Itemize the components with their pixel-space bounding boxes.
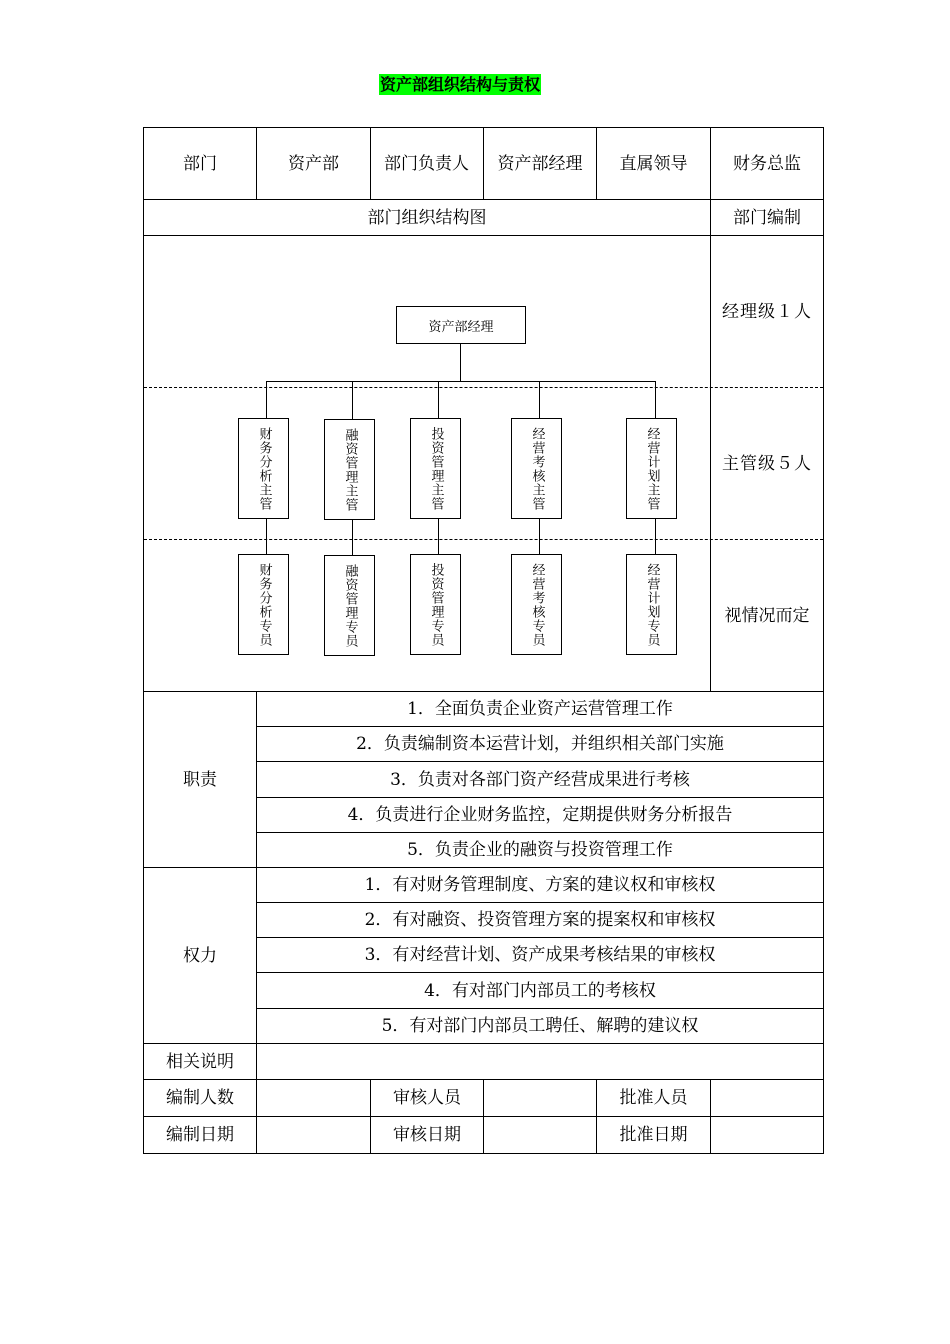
- prepared-date-label: 编制日期: [166, 1125, 234, 1145]
- org-node-manager: 资产部经理: [396, 306, 526, 344]
- org-node-supervisor: 融资管理主管: [324, 419, 375, 520]
- org-node-specialist: 经营计划专员: [626, 554, 677, 655]
- duty-item: 4．负责进行企业财务监控，定期提供财务分析报告: [347, 805, 733, 825]
- staffing-supervisor: 主管级５人: [722, 453, 812, 474]
- duty-item: 3．负责对各部门资产经营成果进行考核: [390, 769, 690, 790]
- review-date-label: 审核日期: [393, 1125, 461, 1145]
- notes-value: [257, 1044, 823, 1079]
- approver-value: [711, 1080, 823, 1116]
- org-node-specialist: 经营考核专员: [511, 554, 562, 655]
- reviewer-value: [484, 1080, 596, 1116]
- direct-leader-label: 直属领导: [619, 153, 688, 174]
- org-node-specialist: 投资管理专员: [410, 554, 461, 655]
- dept-head-value: 资产部经理: [497, 153, 583, 174]
- dept-label: 部门: [183, 153, 217, 174]
- dept-head-label: 部门负责人: [384, 153, 469, 174]
- staffing-specialist: 视情况而定: [724, 605, 810, 626]
- org-node-supervisor: 经营考核主管: [511, 418, 562, 519]
- org-node-specialist: 财务分析专员: [238, 554, 289, 655]
- headcount-label: 编制人数: [166, 1088, 234, 1108]
- org-node-supervisor: 经营计划主管: [626, 418, 677, 519]
- duty-item: 1．全面负责企业资产运营管理工作: [407, 699, 673, 719]
- document-title: 资产部组织结构与责权: [380, 75, 541, 94]
- dept-value: 资产部: [288, 153, 339, 174]
- duty-item: 2．负责编制资本运营计划，并组织相关部门实施: [356, 734, 724, 754]
- headcount-value: [257, 1080, 370, 1116]
- org-node-specialist: 融资管理专员: [324, 555, 375, 656]
- reviewer-label: 审核人员: [393, 1088, 461, 1108]
- review-date-value: [484, 1117, 596, 1153]
- authority-label: 权力: [183, 945, 217, 966]
- staffing-label: 部门编制: [733, 207, 801, 228]
- duty-item: 5．负责企业的融资与投资管理工作: [407, 840, 673, 860]
- notes-label: 相关说明: [166, 1051, 234, 1072]
- authority-item: 1．有对财务管理制度、方案的建议权和审核权: [364, 875, 716, 895]
- authority-item: 2．有对融资、投资管理方案的提案权和审核权: [364, 910, 716, 930]
- approve-date-label: 批准日期: [619, 1125, 688, 1145]
- org-node-supervisor: 投资管理主管: [410, 418, 461, 519]
- staffing-manager: 经理级１人: [722, 301, 812, 322]
- approve-date-value: [711, 1117, 823, 1153]
- org-chart-label: 部门组织结构图: [367, 207, 487, 228]
- authority-item: 3．有对经营计划、资产成果考核结果的审核权: [364, 945, 716, 965]
- approver-label: 批准人员: [619, 1088, 688, 1108]
- direct-leader-value: 财务总监: [733, 153, 801, 174]
- authority-item: 4．有对部门内部员工的考核权: [424, 980, 656, 1001]
- authority-item: 5．有对部门内部员工聘任、解聘的建议权: [381, 1016, 699, 1036]
- org-node-supervisor: 财务分析主管: [238, 418, 289, 519]
- duties-label: 职责: [183, 769, 217, 790]
- prepared-date-value: [257, 1117, 370, 1153]
